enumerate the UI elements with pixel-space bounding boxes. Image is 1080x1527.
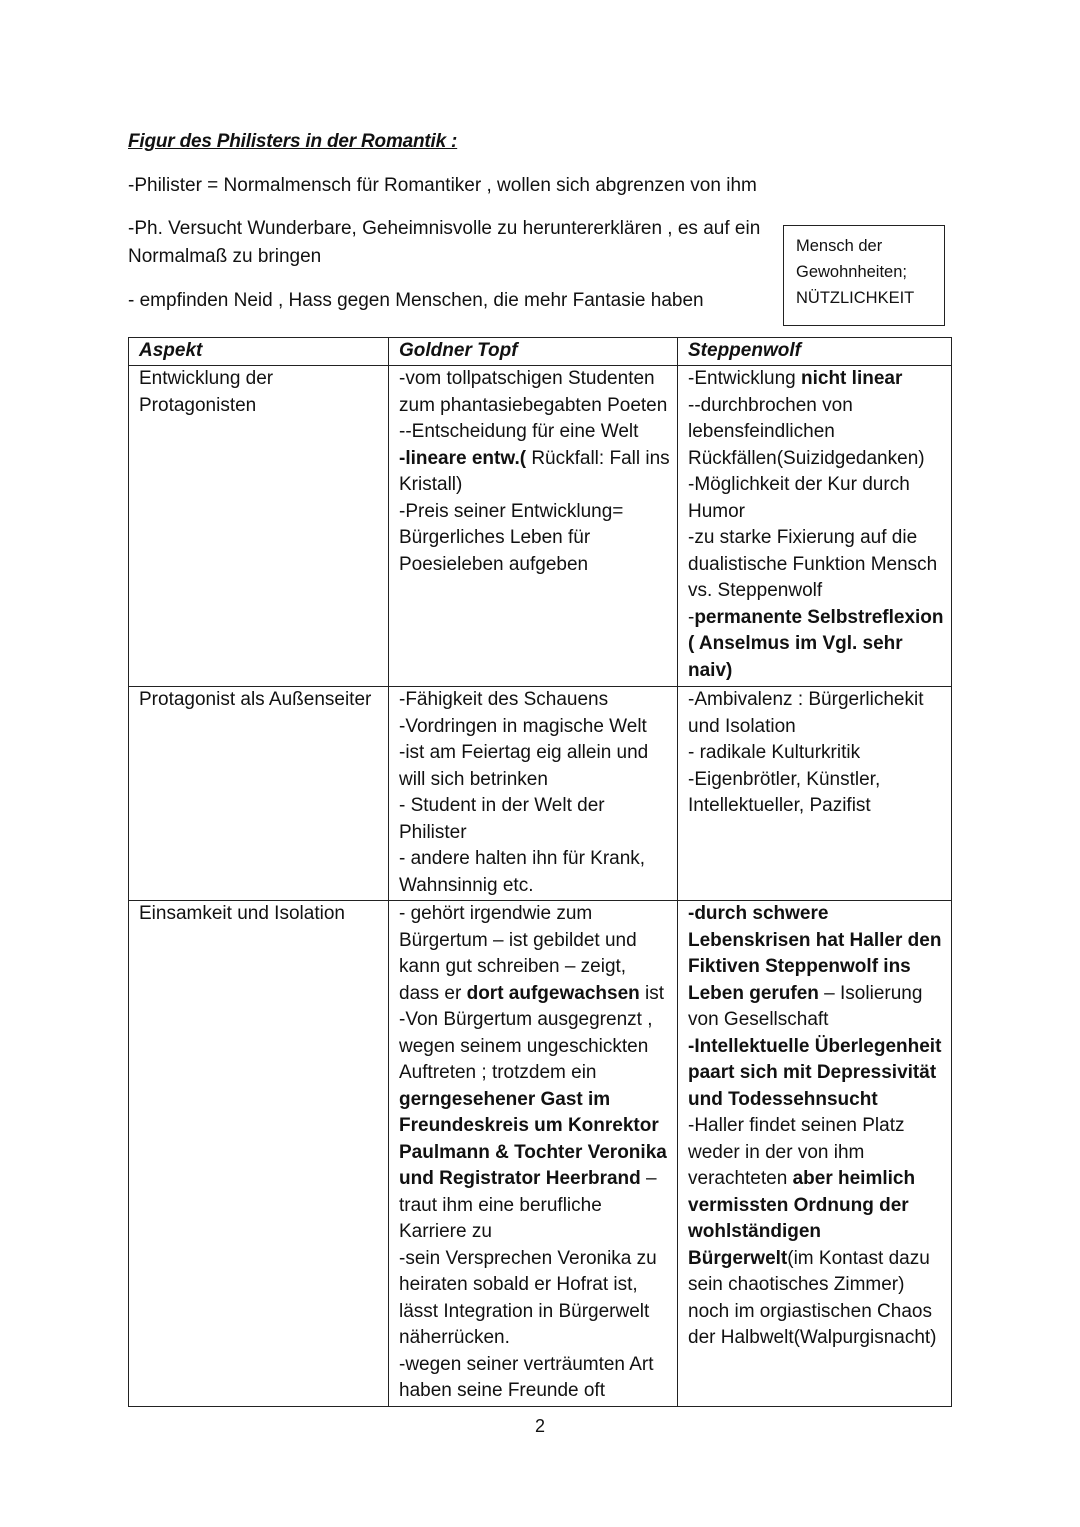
text: -sein Versprechen Veronika zu heiraten sobald er Hofrat ist, lässt Integration in Bürgerwelt näherrücken. [399, 1247, 657, 1348]
table-row [129, 366, 952, 687]
cell-bullet [399, 1352, 671, 1405]
page-heading: Figur des Philisters in der Romantik : [128, 131, 458, 152]
cell-bullet [688, 1113, 945, 1352]
cell-bullet [688, 767, 945, 820]
bold-text: -Intellektuelle Überlegenheit paart sich mit Depressivität und Todessehnsucht [688, 1035, 942, 1110]
note-line-2: Gewohnheiten; [796, 263, 907, 281]
table-row [129, 687, 952, 901]
bold-text: dort aufgewachsen [466, 982, 640, 1004]
cell-bullet [399, 687, 671, 714]
text: – traut ihm eine berufliche Karriere zu [399, 1168, 657, 1242]
bold-text: nicht linear [801, 368, 903, 389]
cell-bullet [688, 472, 945, 525]
text: (im Kontast dazu sein chaotisches Zimmer) noch im orgiastischen Chaos der Halbwelt(Walpurgisnacht) [688, 1247, 937, 1348]
header-goldner-topf: Goldner Topf [389, 338, 678, 366]
bold-text: -durch schwere Lebenskrisen hat Haller den Fiktiven Steppenwolf ins Leben gerufen [688, 903, 942, 1004]
cell-bullet [688, 393, 945, 473]
cell-bullet [399, 793, 671, 846]
note-line-1: Mensch der [796, 237, 883, 255]
cell-bullet [399, 846, 671, 899]
text: - gehört irgendwie zum Bürgertum – ist gebildet und kann gut schreiben – zeigt, dass er [399, 903, 637, 1004]
aspect-cell: Einsamkeit und Isolation [129, 901, 389, 1407]
intro-line-2: -Ph. Versucht Wunderbare, Geheimnisvolle zu heruntererklären , es auf ein Normalmaß zu bringen [128, 218, 761, 267]
text: -vom tollpatschigen Studenten zum phantasiebegabten Poeten [399, 368, 668, 416]
text: -Von Bürgertum ausgegrenzt , wegen seinem ungeschickten Auftreten ; trotzdem ein [399, 1009, 653, 1083]
comparison-table [128, 337, 952, 1407]
cell-bullet [688, 525, 945, 605]
text: --Entscheidung für eine Welt [399, 421, 639, 442]
intro-line-3: - empfinden Neid , Hass gegen Menschen, die mehr Fantasie haben [128, 290, 704, 311]
text: Rückfall: Fall ins Kristall) [399, 447, 670, 495]
text: -Fähigkeit des Schauens [399, 689, 609, 710]
text: -Eigenbrötler, Künstler, Intellektueller, Pazifist [688, 768, 881, 816]
bold-text: -lineare entw.( [399, 447, 527, 469]
text: - Student in der Welt der Philister [399, 795, 605, 843]
text: -Vordringen in magische Welt [399, 715, 647, 737]
text: -Haller findet seinen Platz weder in der von ihm verachteten [688, 1115, 905, 1189]
text: ist [639, 982, 665, 1004]
cell-bullet [399, 1246, 671, 1352]
aspect-cell: Protagonist als Außenseiter [129, 687, 389, 901]
text: -Entwicklung [688, 368, 801, 389]
cell-bullet [399, 446, 671, 499]
aspect-cell: Entwicklung der Protagonisten [129, 366, 389, 687]
cell-bullet [399, 714, 671, 741]
text: -ist am Feiertag eig allein und will sich betrinken [399, 742, 649, 790]
cell-bullet [399, 499, 671, 579]
cell-bullet [688, 901, 945, 1034]
text: -Möglichkeit der Kur durch Humor [688, 474, 910, 522]
steppenwolf-cell [678, 901, 952, 1407]
page-number: 2 [534, 1416, 545, 1436]
cell-bullet [688, 1034, 945, 1114]
steppenwolf-cell [678, 366, 952, 687]
cell-bullet [399, 740, 671, 793]
text: - [688, 606, 695, 628]
cell-bullet [399, 366, 671, 419]
intro-line-1: -Philister = Normalmensch für Romantiker , wollen sich abgrenzen von ihm [128, 175, 757, 196]
text: -wegen seiner verträumten Art haben seine Freunde oft [399, 1353, 654, 1401]
text: -Preis seiner Entwicklung= Bürgerliches Leben für Poesieleben aufgeben [399, 500, 624, 575]
text: --durchbrochen von lebensfeindlichen Rückfällen(Suizidgedanken) [688, 394, 925, 469]
cell-bullet [399, 1007, 671, 1246]
bold-text: gerngesehener Gast im Freundeskreis um Konrektor Paulmann & Tochter Veronika und Registrator Heerbrand [399, 1088, 667, 1189]
note-box [783, 225, 945, 326]
header-aspekt: Aspekt [129, 338, 389, 366]
note-line-3: NÜTZLICHKEIT [796, 289, 915, 307]
cell-bullet [688, 740, 945, 767]
table-header-row [129, 338, 952, 366]
cell-bullet [399, 419, 671, 446]
cell-bullet [688, 366, 945, 393]
goldner-topf-cell [389, 687, 678, 901]
bold-text: aber heimlich vermissten Ordnung der wohlständigen Bürgerwelt [688, 1168, 916, 1269]
text: – Isolierung von Gesellschaft [688, 982, 923, 1030]
table-row [129, 901, 952, 1407]
bold-text: permanente Selbstreflexion ( Anselmus im Vgl. sehr naiv) [688, 606, 944, 681]
text: -Ambivalenz : Bürgerlichekit und Isolation [688, 689, 924, 737]
text: -zu starke Fixierung auf die dualistische Funktion Mensch vs. Steppenwolf [688, 527, 938, 601]
header-steppenwolf: Steppenwolf [678, 338, 952, 366]
cell-bullet [688, 687, 945, 740]
text: - andere halten ihn für Krank, Wahnsinnig etc. [399, 848, 646, 896]
cell-bullet [688, 605, 945, 685]
goldner-topf-cell [389, 366, 678, 687]
text: - radikale Kulturkritik [688, 742, 861, 763]
steppenwolf-cell [678, 687, 952, 901]
cell-bullet [399, 901, 671, 1007]
goldner-topf-cell [389, 901, 678, 1407]
